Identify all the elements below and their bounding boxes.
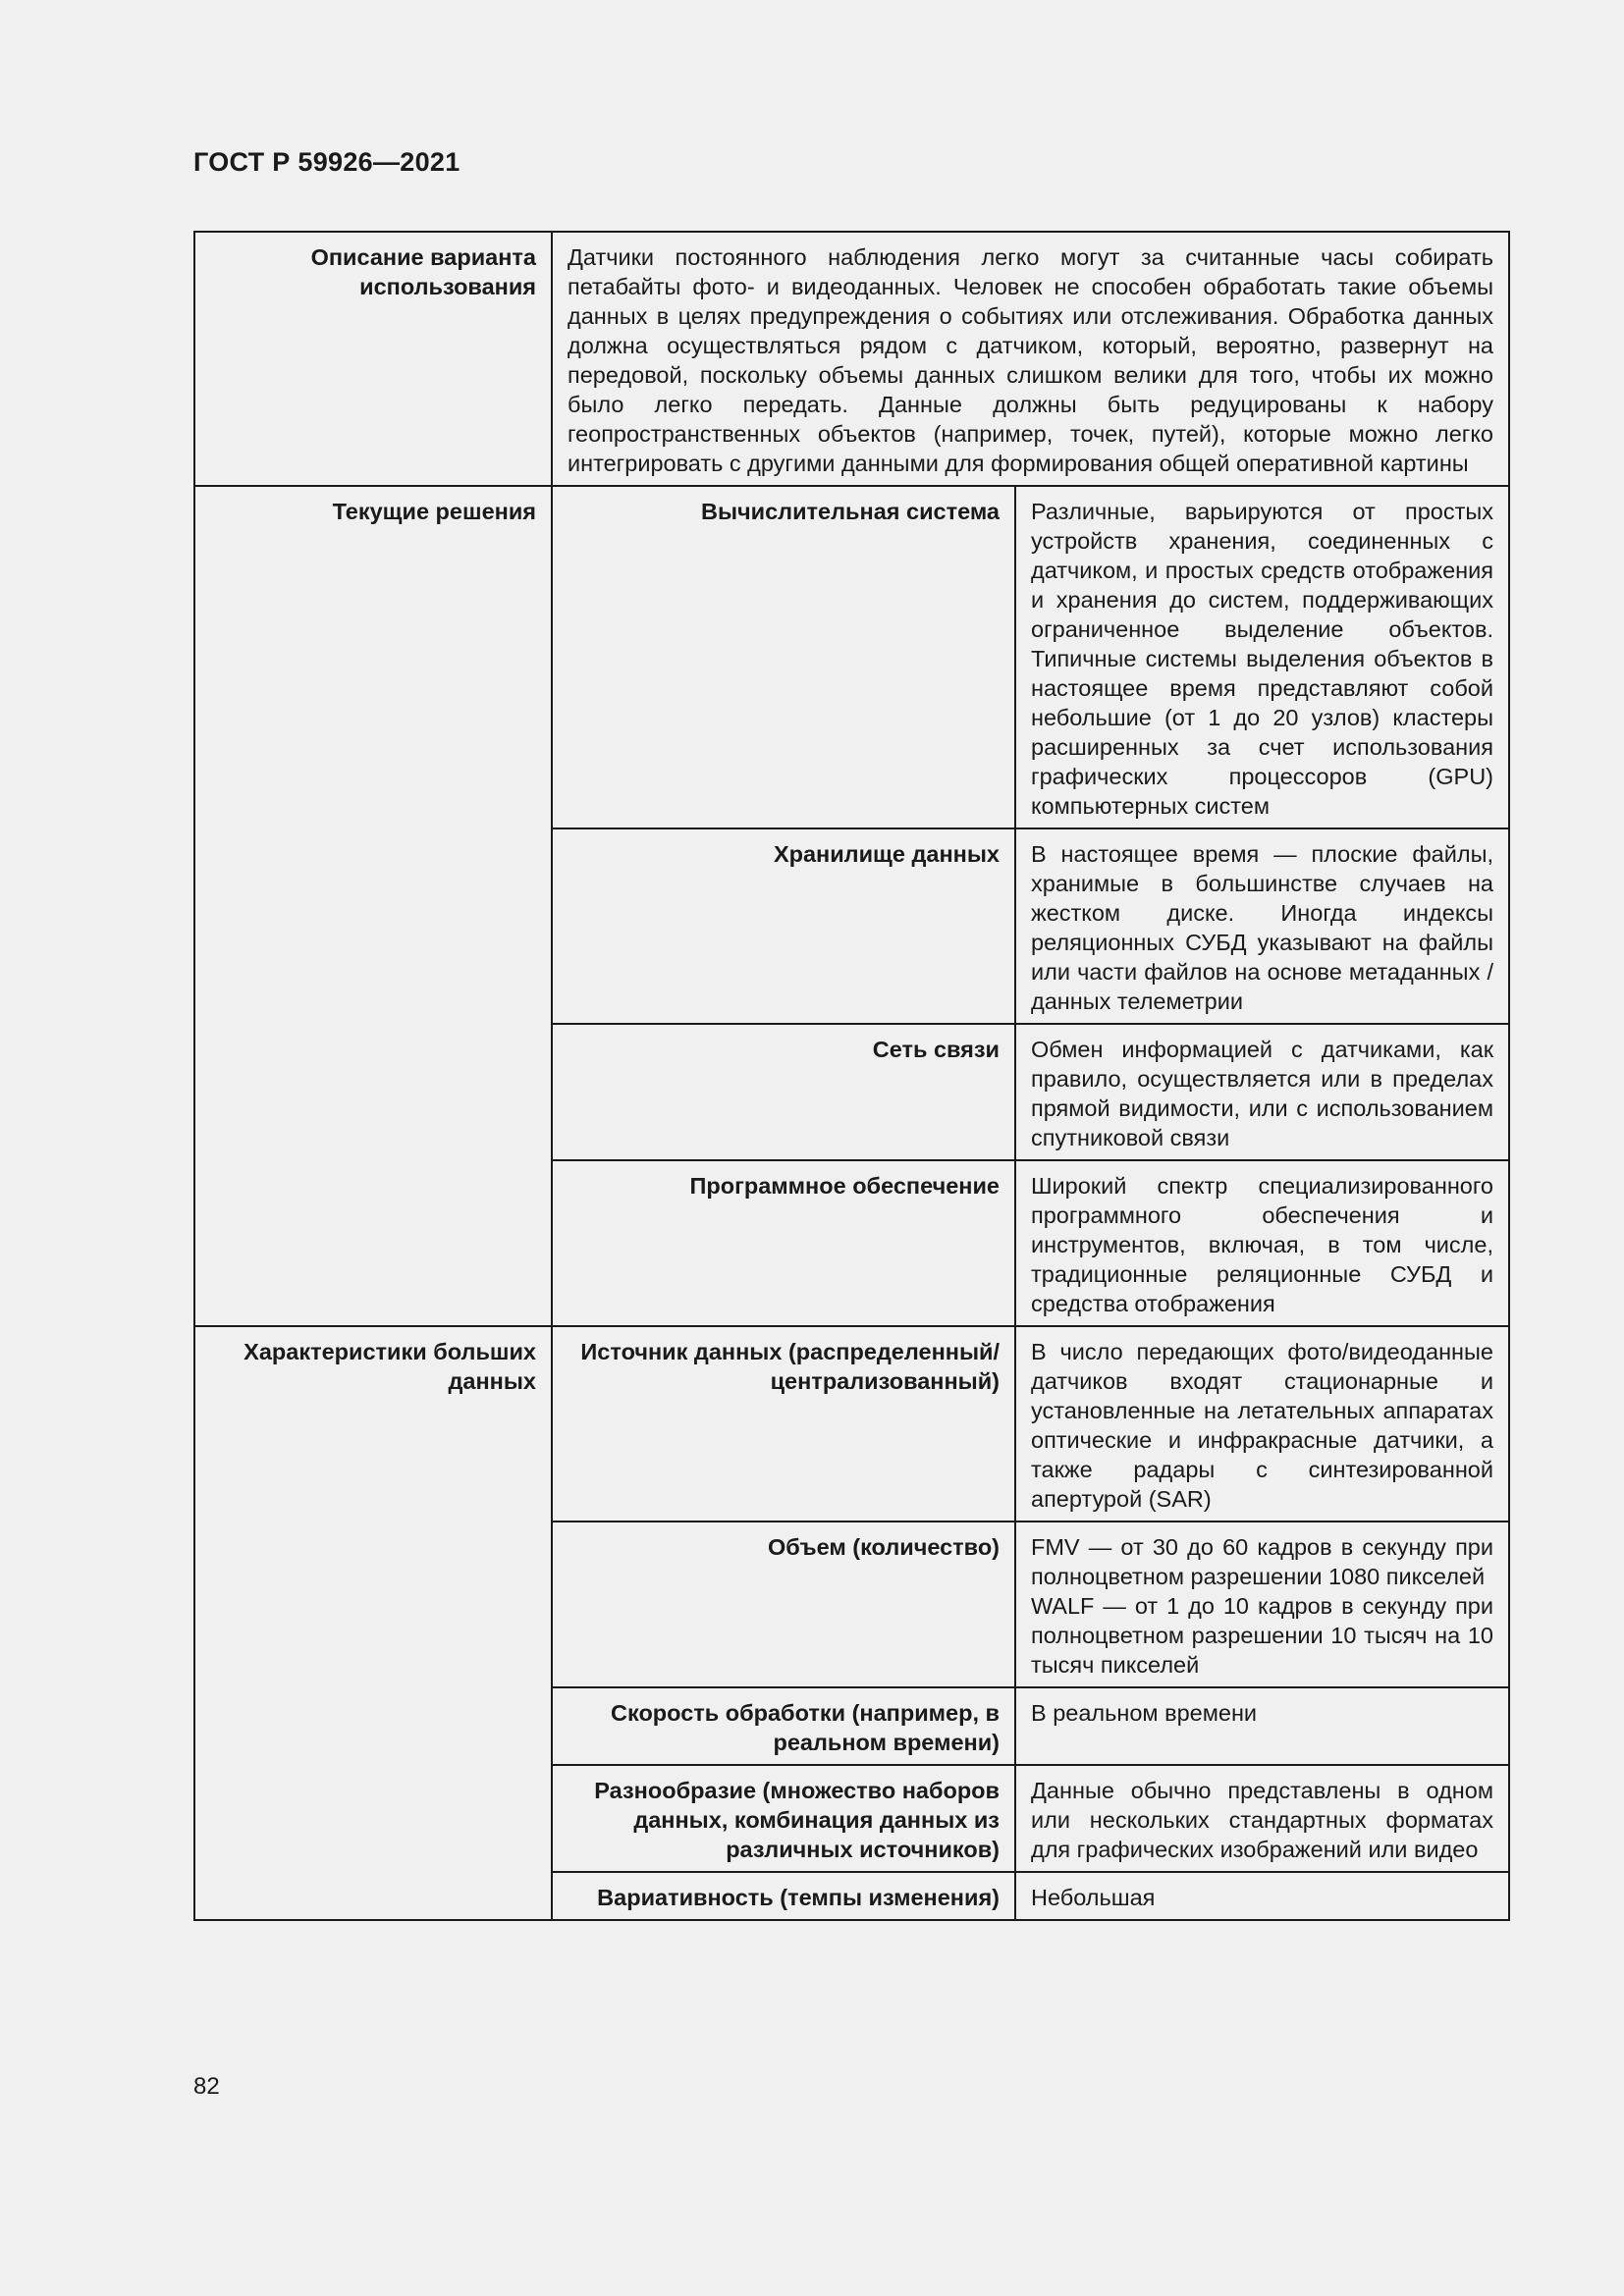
field-name: Скорость обработки (например, в реальном времени)	[552, 1687, 1015, 1765]
row-label-big-data: Характеристики больших данных	[194, 1326, 552, 1920]
field-name: Программное обеспечение	[552, 1160, 1015, 1326]
field-value: Широкий спектр специализированного программного обеспечения и инструментов, включая, в том числе, традиционные реляционные СУБД и средства отображения	[1015, 1160, 1509, 1326]
field-value: Небольшая	[1015, 1872, 1509, 1920]
field-value: Обмен информацией с датчиками, как правило, осуществляется или в пределах прямой видимости, или с использованием спутниковой связи	[1015, 1024, 1509, 1160]
table-row	[194, 486, 1509, 828]
field-name: Объем (количество)	[552, 1522, 1015, 1687]
row-label-current-solutions: Текущие решения	[194, 486, 552, 1326]
field-value: FMV — от 30 до 60 кадров в секунду при полноцветном разрешении 1080 пикселей WALF — от 1 до 10 кадров в секунду при полноцветном разрешении 10 тысяч на 10 тысяч пикселей	[1015, 1522, 1509, 1687]
field-name: Вариативность (темпы изменения)	[552, 1872, 1015, 1920]
field-value: Данные обычно представлены в одном или нескольких стандартных форматах для графических изображений или видео	[1015, 1765, 1509, 1872]
field-name: Сеть связи	[552, 1024, 1015, 1160]
field-value: В настоящее время — плоские файлы, хранимые в большинстве случаев на жестком диске. Иногда индексы реляционных СУБД указывают на файлы или части файлов на основе метаданных / данных телеметрии	[1015, 828, 1509, 1024]
table-row	[194, 232, 1509, 486]
field-name: Вычислительная система	[552, 486, 1015, 828]
field-name: Хранилище данных	[552, 828, 1015, 1024]
row-label-description: Описание варианта использования	[194, 232, 552, 486]
document-code: ГОСТ Р 59926—2021	[193, 147, 460, 177]
field-value: В число передающих фото/видеоданные датчиков входят стационарные и установленные на летательных аппаратах оптические и инфракрасные датчики, а также радары с синтезированной апертурой (SAR)	[1015, 1326, 1509, 1522]
table-row	[194, 1326, 1509, 1522]
use-case-table	[193, 231, 1510, 1921]
field-value: Различные, варьируются от простых устройств хранения, соединенных с датчиком, и простых средств отображения и хранения до систем, поддерживающих ограниченное выделение объектов. Типичные системы выделения объектов в настоящее время представляют собой небольшие (от 1 до 20 узлов) кластеры расширенных за счет использования графических процессоров (GPU) компьютерных систем	[1015, 486, 1509, 828]
field-name: Разнообразие (множество наборов данных, комбинация данных из различных источников)	[552, 1765, 1015, 1872]
field-value: В реальном времени	[1015, 1687, 1509, 1765]
page-number: 82	[193, 2073, 220, 2100]
description-text: Датчики постоянного наблюдения легко могут за считанные часы собирать петабайты фото- и видеоданных. Человек не способен обработать такие объемы данных в целях предупреждения о событиях или отслеживания. Обработка данных должна осуществляться рядом с датчиком, который, вероятно, развернут на передовой, поскольку объемы данных слишком велики для того, чтобы их можно было легко передать. Данные должны быть редуцированы к набору геопространственных объектов (например, точек, путей), которые можно легко интегрировать с другими данными для формирования общей оперативной картины	[552, 232, 1509, 486]
field-name: Источник данных (распределенный/ централизованный)	[552, 1326, 1015, 1522]
